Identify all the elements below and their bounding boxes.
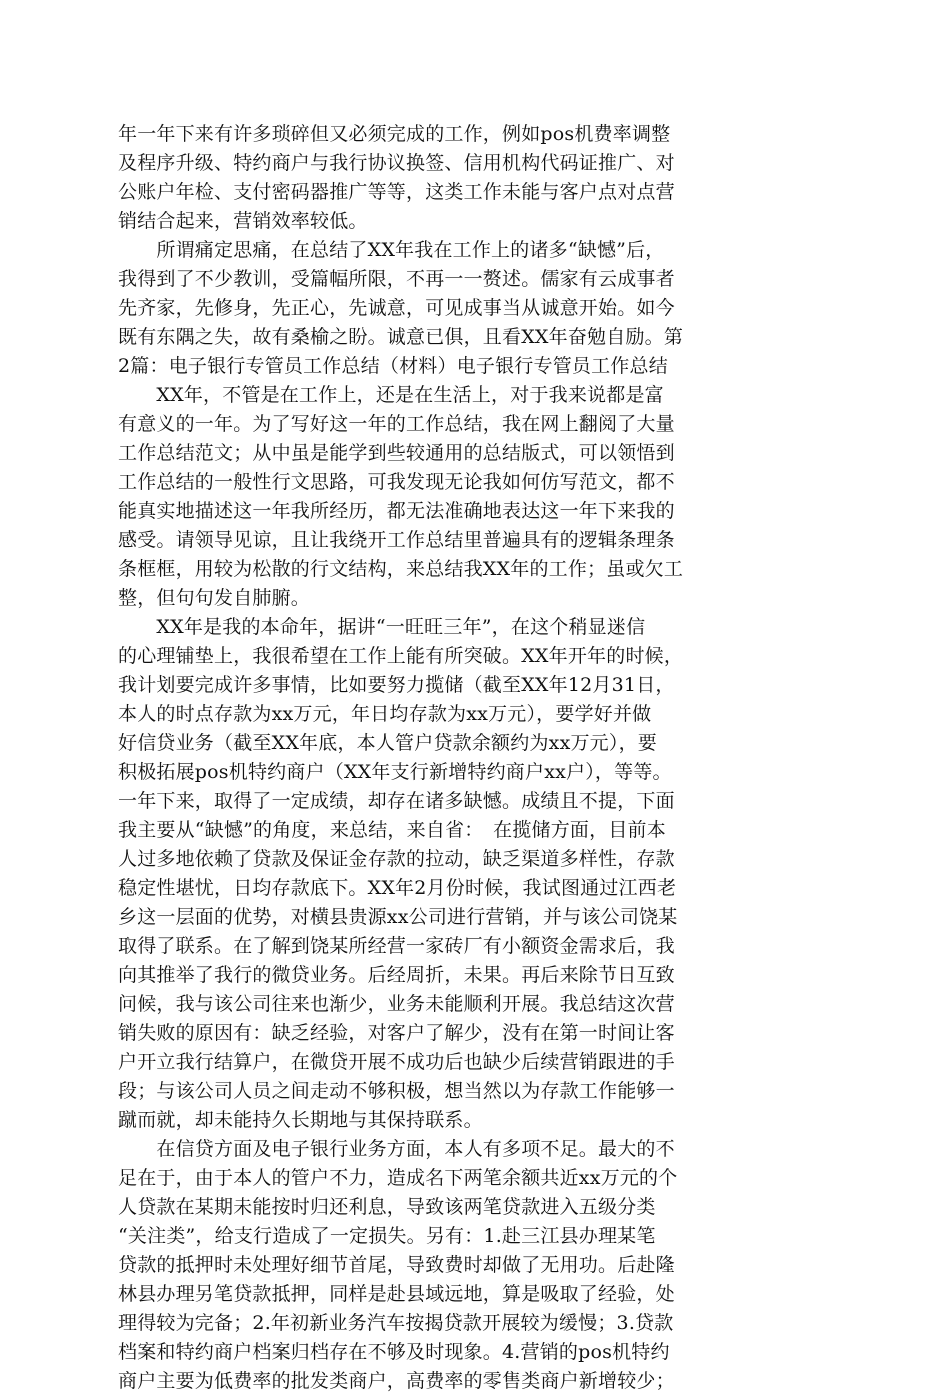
text-line: 所谓痛定思痛，在总结了XX年我在工作上的诸多“缺憾”后， [118, 239, 665, 261]
text-line: “关注类”，给支行造成了一定损失。另有：1.赴三江县办理某笔 [118, 1225, 656, 1247]
text-line: 商户主要为低费率的批发类商户，高费率的零售类商户新增较少； [118, 1370, 675, 1392]
text-line: 销失败的原因有：缺乏经验，对客户了解少，没有在第一时间让客 [118, 1022, 675, 1044]
paragraph [118, 236, 832, 381]
text-line: 理得较为完备；2.年初新业务汽车按揭贷款开展较为缓慢；3.贷款 [118, 1312, 674, 1334]
text-line: 本人的时点存款为xx万元，年日均存款为xx万元），要学好并做 [118, 703, 652, 725]
text-line: 稳定性堪忧，日均存款底下。XX年2月份时候，我试图通过江西老 [118, 877, 677, 899]
text-line: 先齐家，先修身，先正心，先诚意，可见成事当从诚意开始。如今 [118, 297, 675, 319]
text-line: 取得了联系。在了解到饶某所经营一家砖厂有小额资金需求后，我 [118, 935, 675, 957]
paragraph [118, 613, 832, 1135]
text-line: 的心理铺垫上，我很希望在工作上能有所突破。XX年开年的时候， [118, 645, 684, 667]
text-line: 我计划要完成许多事情，比如要努力揽储（截至XX年12月31日， [118, 674, 675, 696]
text-line: XX年，不管是在工作上，还是在生活上，对于我来说都是富 [118, 384, 664, 406]
text-line: 在信贷方面及电子银行业务方面，本人有多项不足。最大的不 [118, 1138, 675, 1160]
paragraph [118, 1135, 832, 1396]
text-line: 问候，我与该公司往来也渐少，业务未能顺利开展。我总结这次营 [118, 993, 675, 1015]
text-line: 蹴而就，却未能持久长期地与其保持联系。 [118, 1109, 483, 1131]
text-line: 2篇：电子银行专管员工作总结（材料）电子银行专管员工作总结 [118, 355, 668, 377]
text-line: 既有东隅之失，故有桑榆之盼。诚意已俱，且看XX年奋勉自励。第 [118, 326, 684, 348]
text-line: 我主要从“缺憾”的角度，来总结，来自省： 在揽储方面，目前本 [118, 819, 666, 841]
text-line: 我得到了不少教训，受篇幅所限，不再一一赘述。儒家有云成事者 [118, 268, 675, 290]
paragraph [118, 381, 832, 613]
text-line: 公账户年检、支付密码器推广等等，这类工作未能与客户点对点营 [118, 181, 675, 203]
text-line: 工作总结范文；从中虽是能学到些较通用的总结版式，可以领悟到 [118, 442, 675, 464]
text-line: 贷款的抵押时未处理好细节首尾，导致费时却做了无用功。后赴隆 [118, 1254, 675, 1276]
text-line: 整，但句句发自肺腑。 [118, 587, 311, 609]
text-line: 林县办理另笔贷款抵押，同样是赴县域远地，算是吸取了经验，处 [118, 1283, 675, 1305]
paragraph [118, 120, 832, 236]
text-line: 有意义的一年。为了写好这一年的工作总结，我在网上翻阅了大量 [118, 413, 675, 435]
text-line: 一年下来，取得了一定成绩，却存在诸多缺憾。成绩且不提，下面 [118, 790, 675, 812]
text-line: 积极拓展pos机特约商户（XX年支行新增特约商户xx户），等等。 [118, 761, 672, 783]
text-line: 工作总结的一般性行文思路，可我发现无论我如何仿写范文，都不 [118, 471, 675, 493]
document-body [118, 120, 832, 1396]
text-line: 条框框，用较为松散的行文结构，来总结我XX年的工作；虽或欠工 [118, 558, 684, 580]
text-line: 人过多地依赖了贷款及保证金存款的拉动，缺乏渠道多样性，存款 [118, 848, 675, 870]
text-line: 能真实地描述这一年我所经历，都无法准确地表达这一年下来我的 [118, 500, 675, 522]
text-line: 感受。请领导见谅，且让我绕开工作总结里普遍具有的逻辑条理条 [118, 529, 675, 551]
text-line: 乡这一层面的优势，对横县贵源xx公司进行营销，并与该公司饶某 [118, 906, 678, 928]
text-line: 销结合起来，营销效率较低。 [118, 210, 368, 232]
text-line: 年一年下来有许多琐碎但又必须完成的工作，例如pos机费率调整 [118, 123, 671, 145]
text-line: 段；与该公司人员之间走动不够积极，想当然以为存款工作能够一 [118, 1080, 675, 1102]
text-line: 户开立我行结算户，在微贷开展不成功后也缺少后续营销跟进的手 [118, 1051, 675, 1073]
text-line: 足在于，由于本人的管户不力，造成名下两笔余额共近xx万元的个 [118, 1167, 678, 1189]
text-line: 人贷款在某期未能按时归还利息，导致该两笔贷款进入五级分类 [118, 1196, 656, 1218]
text-line: 及程序升级、特约商户与我行协议换签、信用机构代码证推广、对 [118, 152, 675, 174]
text-line: 档案和特约商户档案归档存在不够及时现象。4.营销的pos机特约 [118, 1341, 670, 1363]
text-line: 向其推举了我行的微贷业务。后经周折，未果。再后来除节日互致 [118, 964, 675, 986]
text-line: 好信贷业务（截至XX年底，本人管户贷款余额约为xx万元），要 [118, 732, 657, 754]
text-line: XX年是我的本命年，据讲“一旺旺三年”，在这个稍显迷信 [118, 616, 646, 638]
